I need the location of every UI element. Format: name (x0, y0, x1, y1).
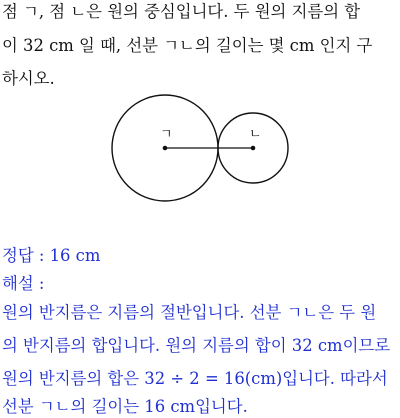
question-line-3: 하시오. (2, 69, 55, 88)
label-b: ㄴ (249, 127, 262, 142)
answer-line: 정답 : 16 cm (2, 246, 101, 265)
explanation-line-1: 원의 반지름은 지름의 절반입니다. 선분 ㄱㄴ은 두 원 (2, 303, 377, 322)
question-line-1: 점 ㄱ, 점 ㄴ은 원의 중심입니다. 두 원의 지름의 합 (2, 2, 361, 21)
label-a: ㄱ (160, 127, 173, 142)
question-line-2: 이 32 cm 일 때, 선분 ㄱㄴ의 길이는 몇 cm 인지 구 (2, 36, 373, 55)
explanation-line-2: 의 반지름의 합입니다. 원의 지름의 합이 32 cm이므로 (2, 336, 391, 355)
center-point-b (251, 146, 256, 151)
explanation-heading: 해설 : (2, 274, 45, 293)
center-point-a (163, 146, 168, 151)
explanation-line-4: 선분 ㄱㄴ의 길이는 16 cm입니다. (2, 397, 248, 416)
explanation-line-3: 원의 반지름의 합은 32 ÷ 2 = 16(cm)입니다. 따라서 (2, 369, 388, 388)
